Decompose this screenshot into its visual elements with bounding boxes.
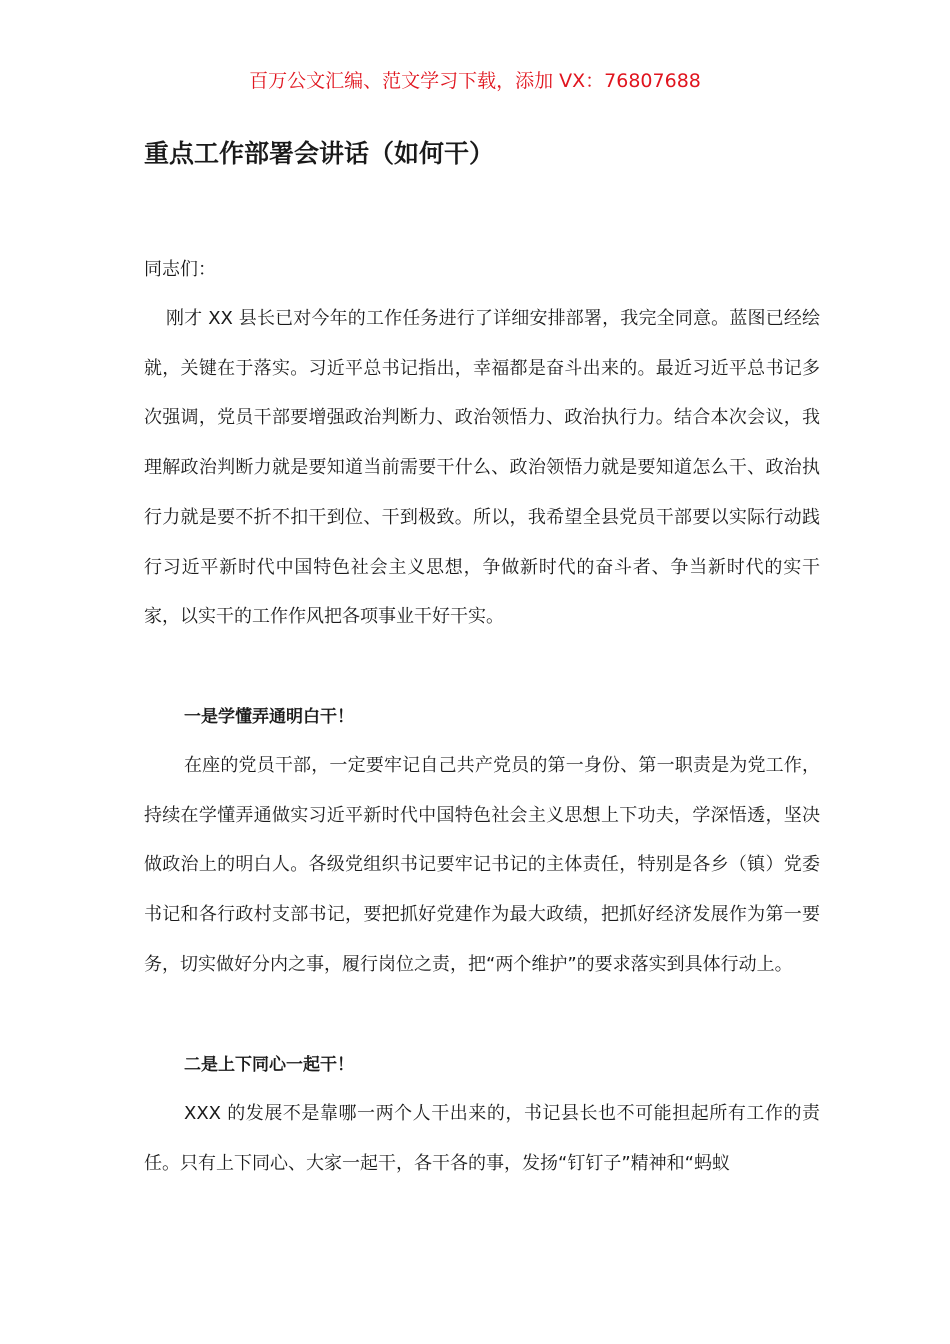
paragraph-section-1: 在座的党员干部，一定要牢记自己共产党员的第一身份、第一职责是为党工作，持续在学懂弄通做实习近平新时代中国特色社会主义思想上下功夫，学深悟透，坚决做政治上的明白人。各级党组织书记要牢记书记的主体责任，特别是各乡（镇）党委书记和各行政村支部书记，要把抓好党建作为最大政绩，把抓好经济发展作为第一要务，切实做好分内之事，履行岗位之责，把“两个维护”的要求落实到具体行动上。 bbox=[144, 755, 820, 975]
salutation: 同志们： bbox=[144, 259, 216, 280]
paragraph-section-2: XXX 的发展不是靠哪一两个人干出来的，书记县长也不可能担起所有工作的责任。只有上下同心、大家一起干，各干各的事，发扬“钉钉子”精神和“蚂蚁 bbox=[144, 1103, 820, 1174]
paragraph-intro: 刚才 XX 县长已对今年的工作任务进行了详细安排部署，我完全同意。蓝图已经绘就，关键在于落实。习近平总书记指出，幸福都是奋斗出来的。最近习近平总书记多次强调，党员干部要增强政治判断力、政治领悟力、政治执行力。结合本次会议，我理解政治判断力就是要知道当前需要干什么、政治领悟力就是要知道怎么干、政治执行力就是要不折不扣干到位、干到极致。所以，我希望全县党员干部要以实际行动践行习近平新时代中国特色社会主义思想，争做新时代的奋斗者、争当新时代的实干家，以实干的工作作风把各项事业干好干实。 bbox=[144, 308, 820, 628]
document-title: 重点工作部署会讲话（如何干） bbox=[144, 139, 495, 168]
promo-banner: 百万公文汇编、范文学习下载，添加 VX：76807688 bbox=[249, 70, 701, 92]
section-heading-1: 一是学懂弄通明白干！ bbox=[184, 707, 354, 727]
section-heading-2: 二是上下同心一起干！ bbox=[184, 1055, 354, 1075]
